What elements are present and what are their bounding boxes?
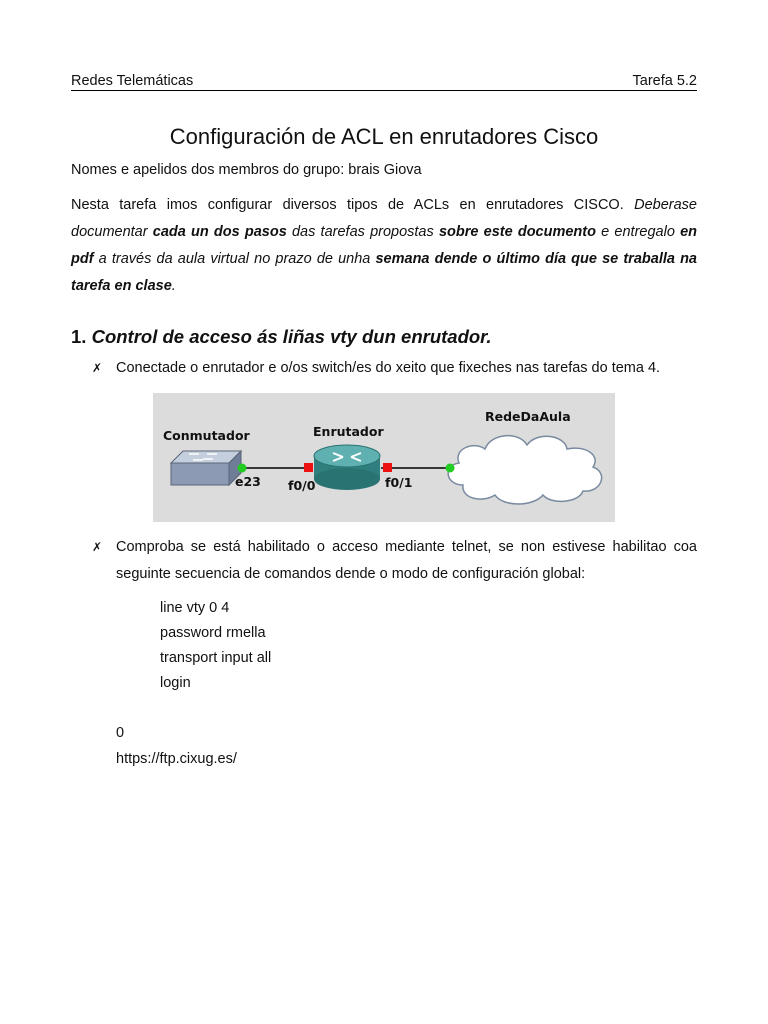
command-line: transport input all (160, 650, 272, 666)
page-header (71, 73, 697, 91)
command-line: password rmella (160, 625, 266, 641)
bullet-item-2 (92, 534, 697, 588)
cross-bullet-icon: ✗ (92, 361, 103, 375)
cloud-label: RedeDaAula (485, 409, 571, 424)
port-label-f01: f0/1 (385, 475, 413, 490)
cloud-icon (448, 436, 601, 504)
extra-notes (116, 720, 237, 772)
intro-paragraph (71, 192, 697, 300)
intro-text-8: a través da aula virtual no prazo de unha (93, 251, 376, 267)
note-url: https://ftp.cixug.es/ (116, 751, 237, 767)
switch-label: Conmutador (163, 428, 250, 443)
port-e23-status (238, 464, 247, 473)
intro-text-10: . (171, 278, 176, 294)
intro-text-4: das tarefas propostas (286, 224, 439, 240)
intro-text-2: Deberase documentar (71, 197, 697, 240)
header-course: Redes Telemáticas (71, 73, 194, 89)
intro-text-3: cada un dos pasos (152, 224, 287, 240)
port-cloud-status (446, 464, 455, 473)
group-members: Nomes e apelidos dos membros do grupo: brais Giova (71, 162, 422, 178)
command-line: line vty 0 4 (160, 600, 230, 616)
header-task: Tarefa 5.2 (632, 73, 697, 89)
intro-text-1: Nesta tarefa imos configurar diversos tipos de ACLs en enrutadores CISCO. (71, 197, 635, 213)
bullet-item-1 (92, 355, 697, 382)
command-line: login (160, 675, 191, 691)
document-title: Configuración de ACL en enrutadores Cisco (169, 124, 599, 149)
router-label: Enrutador (313, 424, 384, 439)
network-diagram-svg (153, 393, 615, 522)
port-f00-status (304, 463, 313, 472)
network-diagram (153, 393, 615, 522)
bullet-text: Conectade o enrutador e o/os switch/es do xeito que fixeches nas tarefas do tema 4. (116, 360, 661, 376)
port-label-f00: f0/0 (288, 478, 316, 493)
section-1-heading (71, 326, 492, 348)
intro-text-7: en pdf (71, 224, 698, 267)
section-title: Control de acceso ás liñas vty dun enrutador. (91, 326, 492, 347)
intro-text-6: e entregalo (595, 224, 681, 240)
bullet-text: Comproba se está habilitado o acceso mediante telnet, se non estivese habilitao coa seguinte secuencia de comandos dende o modo de configuración global: (116, 539, 697, 582)
port-f01-status (383, 463, 392, 472)
router-icon (314, 445, 380, 490)
command-block (160, 596, 271, 696)
intro-text-9: semana dende o último día que se traballa na tarefa en clase (71, 251, 697, 294)
switch-icon (171, 451, 241, 485)
port-label-e23: e23 (235, 474, 261, 489)
section-number: 1. (71, 326, 92, 347)
note-number: 0 (116, 725, 125, 741)
cross-bullet-icon: ✗ (92, 540, 103, 554)
intro-text-5: sobre este documento (438, 224, 596, 240)
